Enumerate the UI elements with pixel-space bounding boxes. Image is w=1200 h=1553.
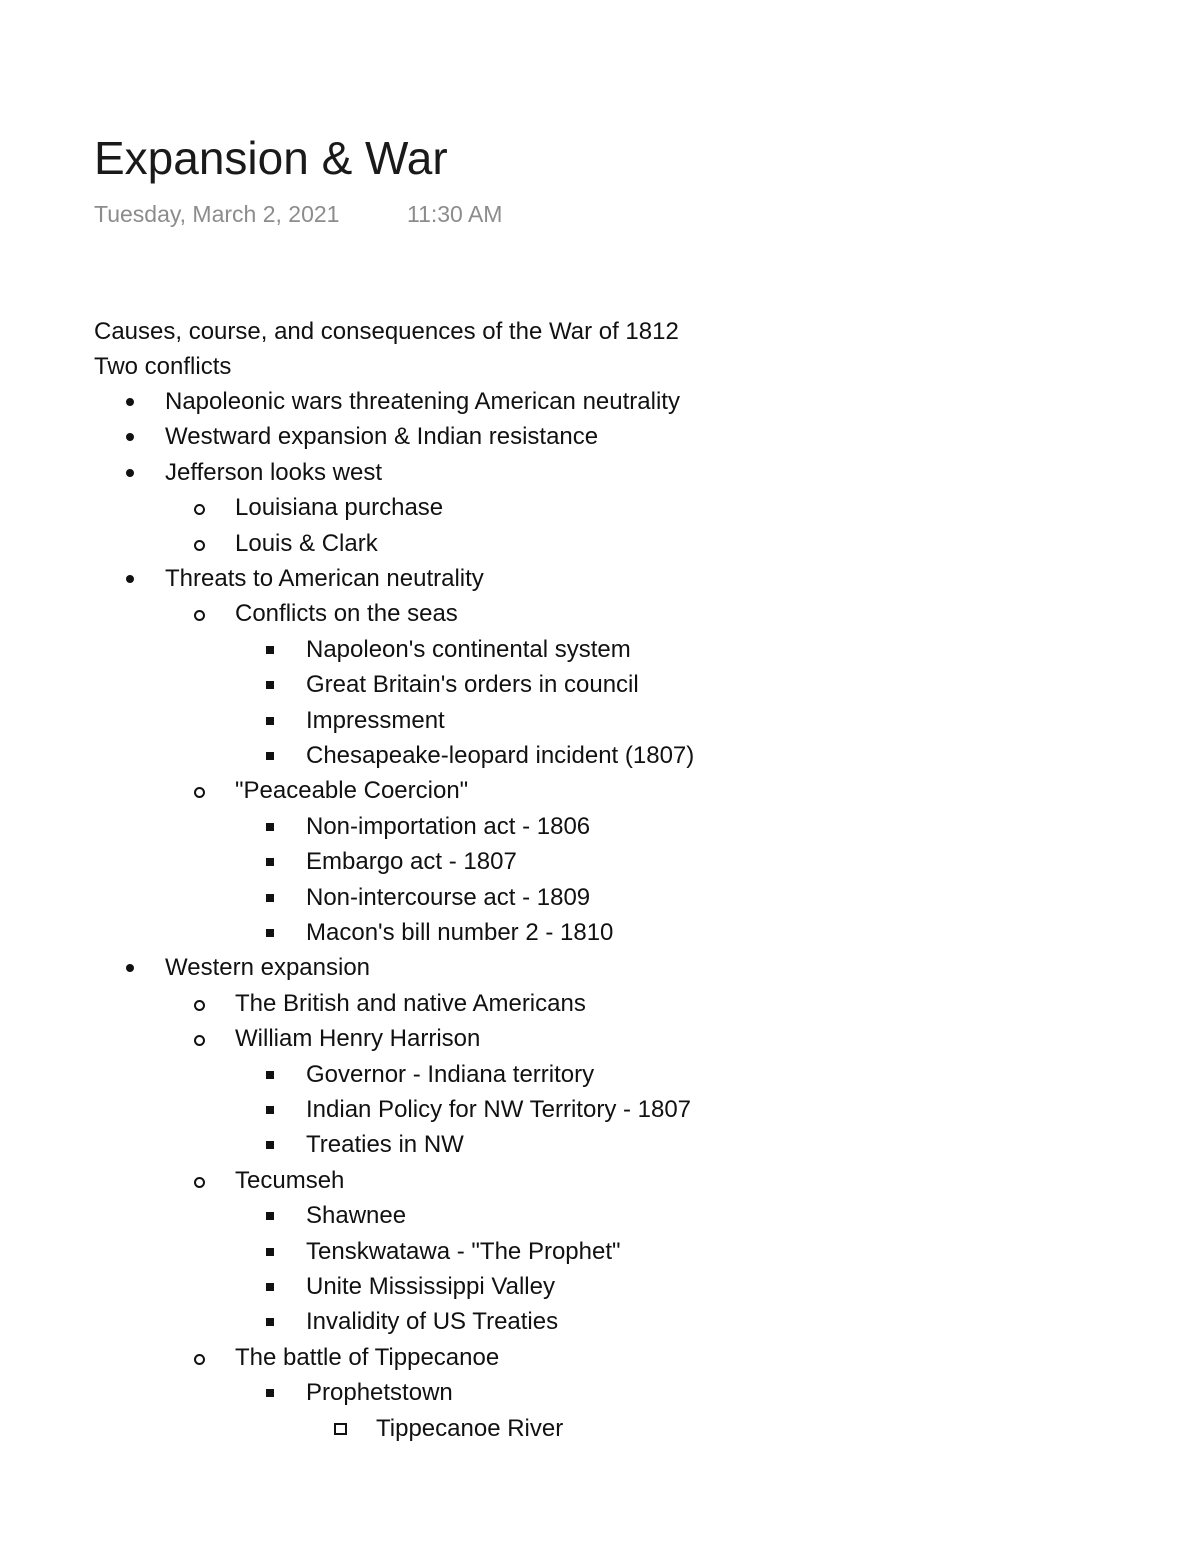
list-item: Tecumseh — [235, 1167, 345, 1194]
list-item: Governor - Indiana territory — [306, 1061, 595, 1088]
intro-line: Causes, course, and consequences of the War of 1812 — [94, 318, 679, 345]
bullet-circle-icon — [187, 596, 211, 631]
bullet-dot-icon — [118, 455, 142, 490]
bullet-square-icon — [258, 880, 282, 915]
list-item: Invalidity of US Treaties — [306, 1308, 559, 1335]
bullet-square-icon — [258, 1269, 282, 1304]
page-time: 11:30 AM — [407, 201, 503, 227]
list-item: Great Britain's orders in council — [306, 671, 639, 698]
bullet-circle-icon — [187, 773, 211, 808]
list-item: Unite Mississippi Valley — [306, 1273, 555, 1300]
list-item: Louisiana purchase — [235, 494, 444, 521]
list-item: Napoleonic wars threatening American neutrality — [165, 388, 680, 415]
list-item: Impressment — [306, 707, 445, 734]
list-item: Threats to American neutrality — [165, 565, 484, 592]
list-item: Indian Policy for NW Territory - 1807 — [306, 1096, 692, 1123]
bullet-square-icon — [258, 738, 282, 773]
list-item: Shawnee — [306, 1202, 407, 1229]
bullet-checkbox-icon — [328, 1411, 352, 1446]
list-item: Prophetstown — [306, 1379, 453, 1406]
bullet-dot-icon — [118, 384, 142, 419]
list-item: Jefferson looks west — [165, 459, 382, 486]
bullet-square-icon — [258, 667, 282, 702]
bullet-circle-icon — [187, 526, 211, 561]
list-item: Tenskwatawa - "The Prophet" — [306, 1238, 621, 1265]
bullet-circle-icon — [187, 1340, 211, 1375]
bullet-dot-icon — [118, 950, 142, 985]
list-item: Western expansion — [165, 954, 371, 981]
bullet-square-icon — [258, 809, 282, 844]
bullet-square-icon — [258, 1375, 282, 1410]
page-date: Tuesday, March 2, 2021 — [94, 201, 340, 227]
list-item: Westward expansion & Indian resistance — [165, 423, 599, 450]
list-item: Chesapeake-leopard incident (1807) — [306, 742, 695, 769]
list-item: Non-importation act - 1806 — [306, 813, 591, 840]
bullet-circle-icon — [187, 490, 211, 525]
bullet-square-icon — [258, 1092, 282, 1127]
bullet-circle-icon — [187, 1163, 211, 1198]
list-item: Conflicts on the seas — [235, 600, 458, 627]
list-item: The battle of Tippecanoe — [235, 1344, 500, 1371]
list-item: Treaties in NW — [306, 1131, 464, 1158]
bullet-square-icon — [258, 1127, 282, 1162]
bullet-dot-icon — [118, 561, 142, 596]
bullet-square-icon — [258, 632, 282, 667]
list-item: Louis & Clark — [235, 530, 378, 557]
bullet-square-icon — [258, 1234, 282, 1269]
list-item: Embargo act - 1807 — [306, 848, 517, 875]
bullet-square-icon — [258, 1198, 282, 1233]
bullet-dot-icon — [118, 419, 142, 454]
bullet-square-icon — [258, 1304, 282, 1339]
list-item: Macon's bill number 2 - 1810 — [306, 919, 614, 946]
list-item: "Peaceable Coercion" — [235, 777, 469, 804]
intro-line: Two conflicts — [94, 353, 232, 380]
list-item: William Henry Harrison — [235, 1025, 481, 1052]
list-item: Napoleon's continental system — [306, 636, 631, 663]
list-item: Tippecanoe River — [376, 1415, 564, 1442]
bullet-circle-icon — [187, 1021, 211, 1056]
bullet-circle-icon — [187, 986, 211, 1021]
bullet-square-icon — [258, 703, 282, 738]
page-title: Expansion & War — [94, 132, 448, 184]
bullet-square-icon — [258, 844, 282, 879]
list-item: Non-intercourse act - 1809 — [306, 884, 591, 911]
bullet-square-icon — [258, 1057, 282, 1092]
bullet-square-icon — [258, 915, 282, 950]
list-item: The British and native Americans — [235, 990, 586, 1017]
